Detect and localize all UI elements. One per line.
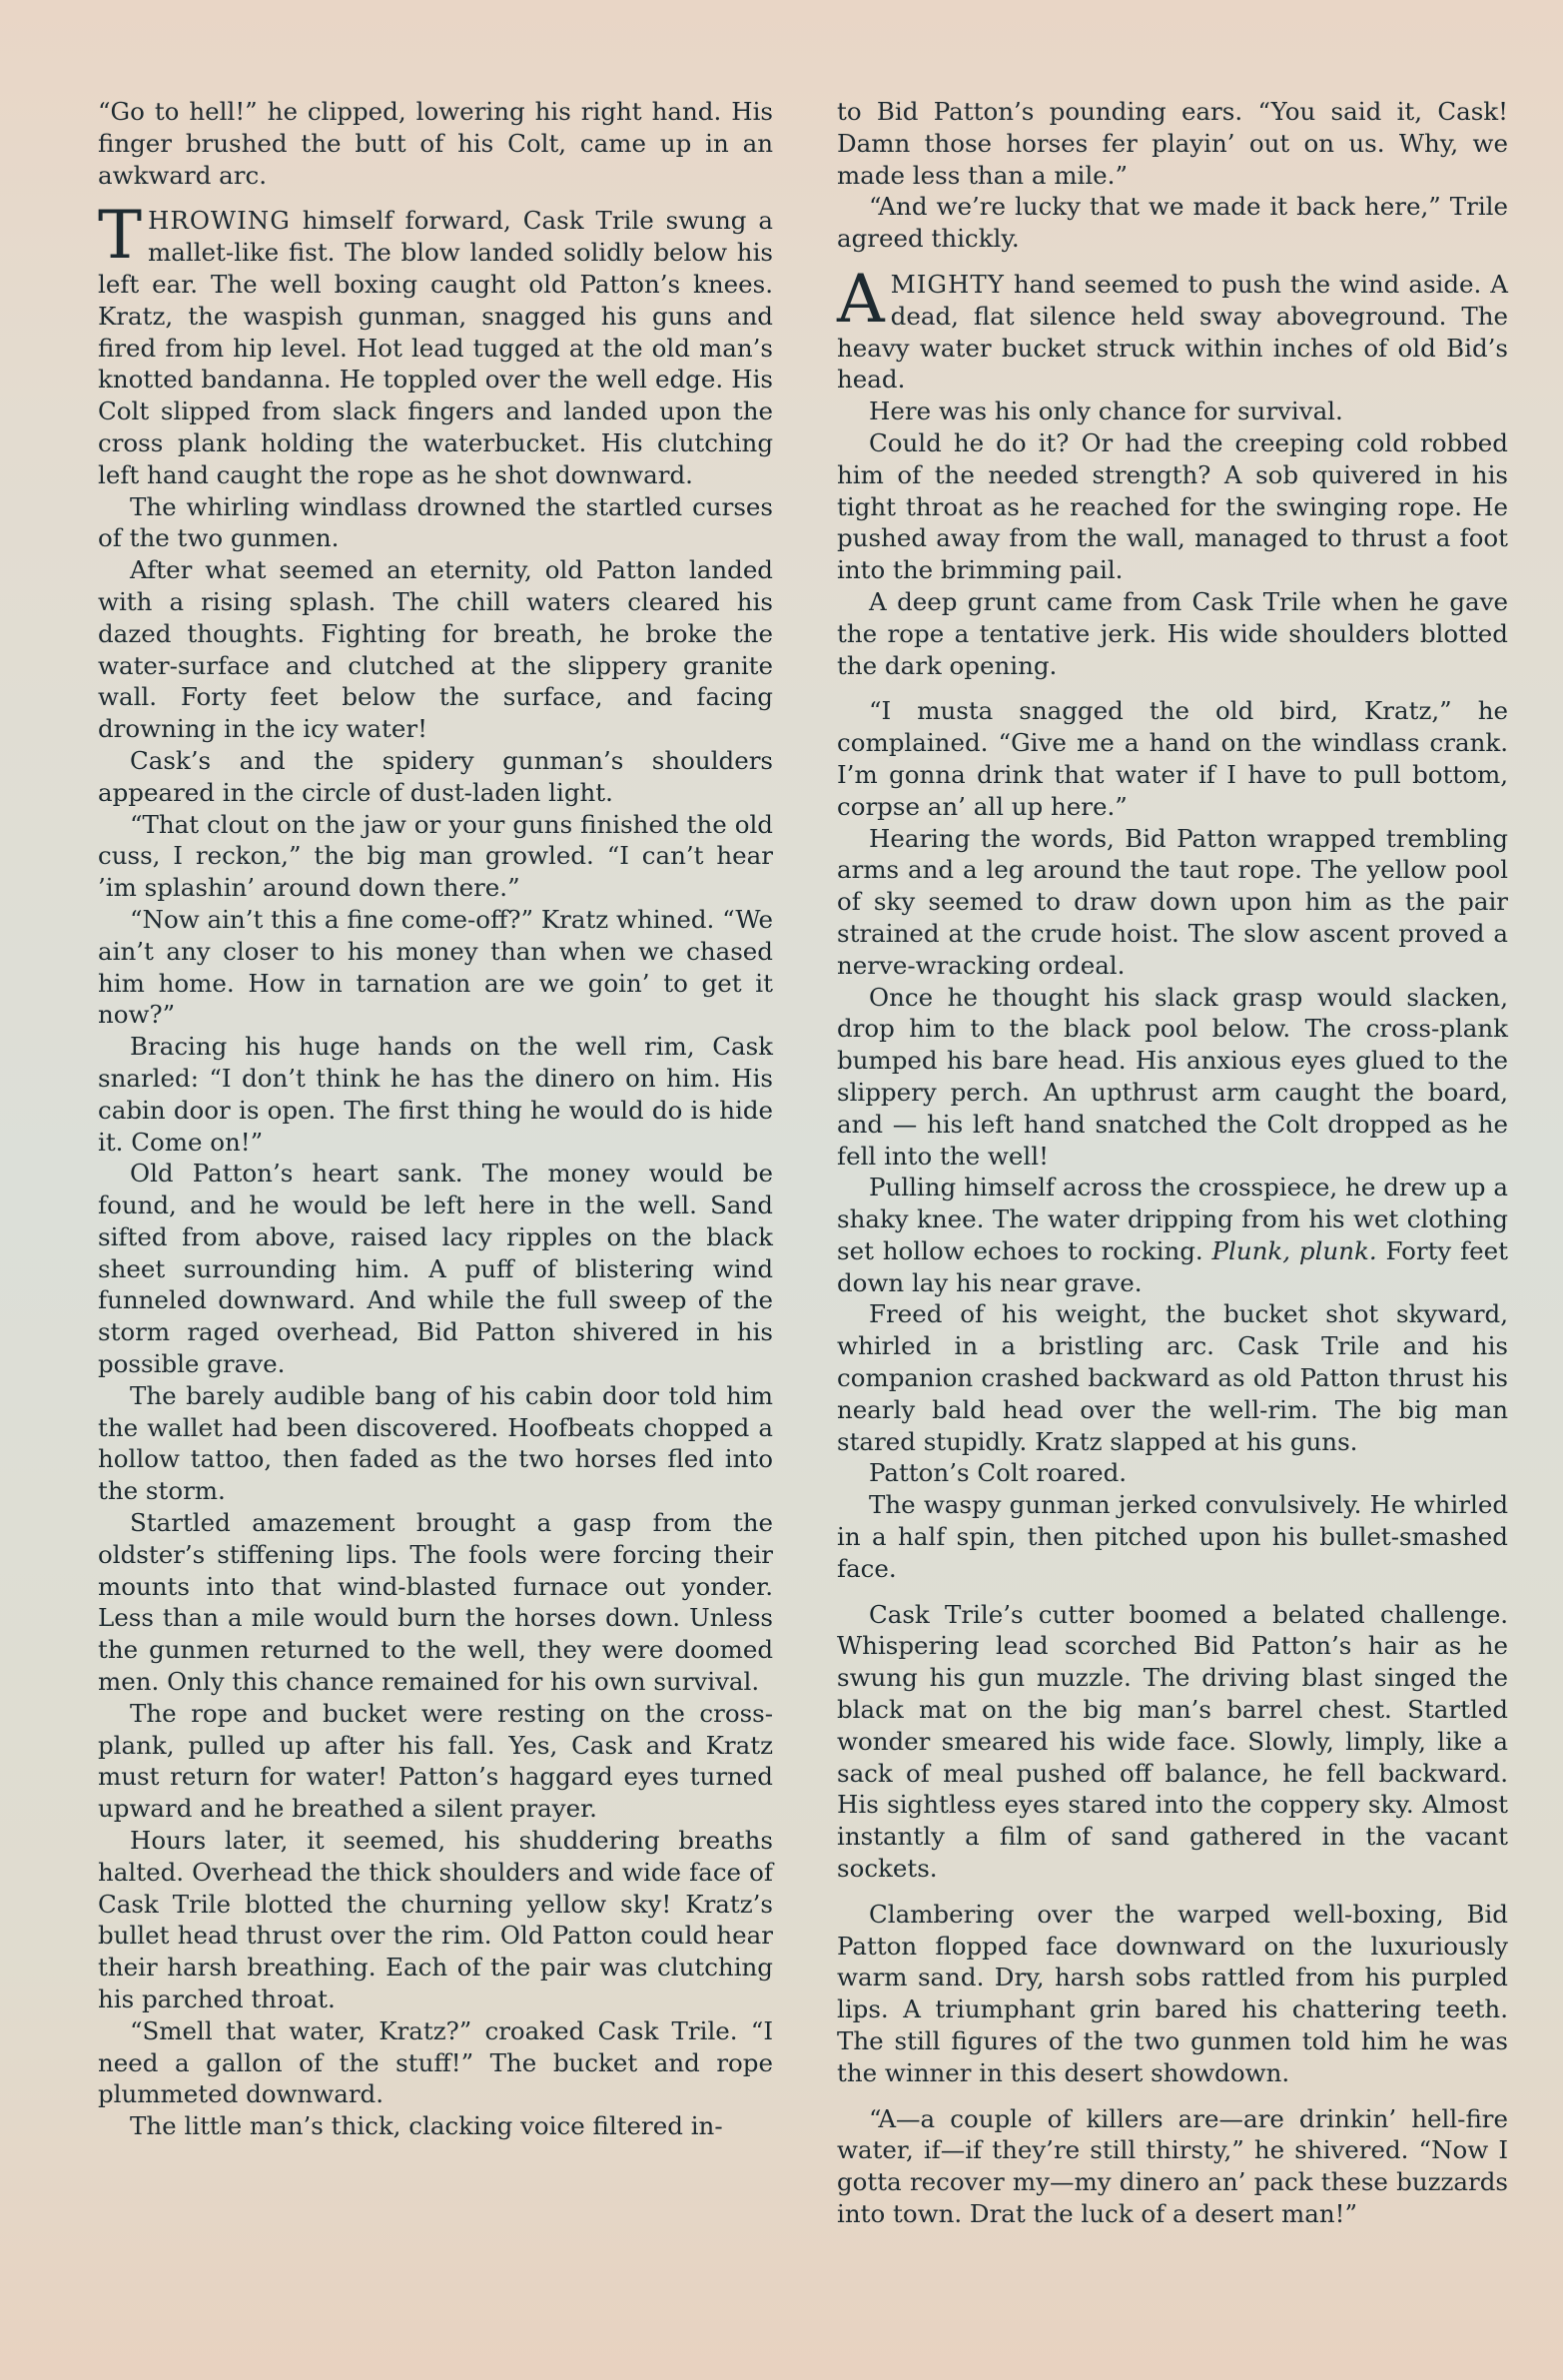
paragraph: Startled amazement brought a gasp from the oldster’s stiffening lips. The fools were forcing their mounts into that wind-blasted furnace out yonder. Less than a mile would burn the horses down. Unless the gunmen returned to the well, they were doomed men. Only this chance remained for his own survival. (98, 1508, 773, 1697)
paragraph: to Bid Patton’s pounding ears. “You said it, Cask! Damn those horses fer playin’ out on us. Why, we made less than a mile.” (837, 97, 1508, 190)
paragraph: The waspy gunman jerked convulsively. He whirled in a half spin, then pitched upon his bullet-smashed face. (837, 1490, 1508, 1583)
paragraph: “I musta snagged the old bird, Kratz,” he complained. “Give me a hand on the windlass crank. I’m gonna drink that water if I have to pull bottom, corpse an’ all up here.” (837, 696, 1508, 821)
paragraph: Hours later, it seemed, his shuddering breaths halted. Overhead the thick shoulders and wide face of Cask Trile blotted the churning yellow sky! Kratz’s bullet head thrust over the rim. Old Patton could hear their harsh breathing. Each of the pair was clutching his parched throat. (98, 1826, 773, 2014)
paragraph: “Smell that water, Kratz?” croaked Cask Trile. “I need a gallon of the stuff!” The bucket and rope plummeted downward. (98, 2015, 773, 2109)
paragraph: The rope and bucket were resting on the cross-plank, pulled up after his fall. Yes, Cask and Kratz must return for water! Patton’s haggard eyes turned upward and he breathed a silent prayer. (98, 1698, 773, 1824)
dropcap-paragraph (837, 260, 1508, 396)
paragraph: Could he do it? Or had the creeping cold robbed him of the needed strength? A sob quivered in his tight throat as he reached for the swinging rope. He pushed away from the wall, managed to thrust a foot into the brimming pail. (837, 427, 1508, 585)
paragraph: The barely audible bang of his cabin door told him the wallet had been discovered. Hoofbeats chopped a hollow tattoo, then faded as the two horses fled into the storm. (98, 1380, 773, 1506)
paragraph: Patton’s Colt roared. (869, 1458, 1128, 1488)
paragraph: Cask Trile’s cutter boomed a belated challenge. Whispering lead scorched Bid Patton’s hair as he swung his gun muzzle. The driving blast singed the black mat on the big man’s barrel chest. Startled wonder smeared his wide face. Slowly, limply, like a sack of meal pushed off balance, he fell backward. His sightless eyes stared into the coppery sky. Almost instantly a film of sand gathered in the vacant sockets. (837, 1599, 1508, 1884)
paragraph: “That clout on the jaw or your guns finished the old cuss, I reckon,” the big man growled. “I can’t hear ’im splashin’ around down there.” (98, 809, 773, 903)
paragraph: “Now ain’t this a fine come-off?” Kratz whined. “We ain’t any closer to his money than when we chased him home. How in tarnation are we goin’ to get it now?” (98, 904, 773, 1030)
paragraph: Here was his only chance for survival. (869, 397, 1343, 426)
paragraph: Clambering over the warped well-boxing, Bid Patton flopped face downward on the luxuriously warm sand. Dry, harsh sobs rattled from his purpled lips. A triumphant grin bared his chattering teeth. The still figures of the two gunmen told him he was the winner in this desert showdown. (837, 1899, 1508, 2087)
paragraph: Old Patton’s heart sank. The money would be found, and he would be left here in the well. Sand sifted from above, raised lacy ripples on the black sheet surrounding him. A puff of blistering wind funneled downward. And while the full sweep of the storm raged overhead, Bid Patton shivered in his possible grave. (98, 1159, 773, 1379)
paragraph-text: hand seemed to push the wind aside. A dead, flat silence held sway aboveground. The heavy water bucket struck within inches of old Bid’s head. (837, 269, 1508, 395)
paragraph: “And we’re lucky that we made it back here,” Trile agreed thickly. (837, 192, 1508, 254)
lead-in: HROWING (148, 206, 291, 236)
paragraph-text: Forty feet down lay his near grave. (837, 1235, 1508, 1297)
paragraph: Once he thought his slack grasp would slacken, drop him to the black pool below. The cross-plank bumped his bare head. His anxious eyes glued to the slippery perch. An upthrust arm caught the board, and — his left hand snatched the Colt dropped as he fell into the well! (837, 982, 1508, 1171)
paragraph: A deep grunt came from Cask Trile when he gave the rope a tentative jerk. His wide shoulders blotted the dark opening. (837, 586, 1508, 680)
paragraph: The whirling windlass drowned the startled curses of the two gunmen. (98, 491, 773, 553)
left-column (98, 96, 773, 2142)
paragraph: Cask’s and the spidery gunman’s shoulders appeared in the circle of dust-laden light. (98, 745, 773, 807)
right-column (837, 96, 1508, 2230)
paragraph: “Go to hell!” he clipped, lowering his right hand. His finger brushed the butt of his Colt, came up in an awkward arc. (98, 97, 773, 190)
drop-cap: T (98, 197, 143, 275)
paragraph: After what seemed an eternity, old Patton landed with a rising splash. The chill waters cleared his dazed thoughts. Fighting for breath, he broke the water-surface and clutched at the slippery granite wall. Forty feet below the surface, and facing drowning in the icy water! (98, 555, 773, 744)
paragraph: Bracing his huge hands on the well rim, Cask snarled: “I don’t think he has the dinero on him. His cabin door is open. The first thing he would do is hide it. Come on!” (98, 1032, 773, 1157)
paragraph (837, 1172, 1508, 1298)
italic-text: Plunk, plunk. (1211, 1235, 1377, 1265)
paragraph: Hearing the words, Bid Patton wrapped trembling arms and a leg around the taut rope. The yellow pool of sky seemed to draw down upon him as the pair strained at the crude hoist. The slow ascent proved a nerve-wracking ordeal. (837, 823, 1508, 980)
dropcap-paragraph (98, 197, 773, 490)
paragraph: The little man’s thick, clacking voice filtered in- (130, 2111, 723, 2141)
paragraph: Freed of his weight, the bucket shot skyward, whirled in a bristling arc. Cask Trile and his companion crashed backward as old Patton thrust his nearly bald head over the well-rim. The big man stared stupidly. Kratz slapped at his guns. (837, 1299, 1508, 1456)
paragraph: “A—a couple of killers are—are drinkin’ hell-fire water, if—if they’re still thirsty,” he shivered. “Now I gotta recover my—my dinero an’ pack these buzzards into town. Drat the luck of a desert man!” (837, 2103, 1508, 2228)
drop-cap: A (837, 260, 885, 338)
paragraph-text: himself forward, Cask Trile swung a mallet-like fist. The blow landed solidly below his left ear. The well boxing caught old Patton’s knees. Kratz, the waspish gunman, snagged his guns and fired from hip level. Hot lead tugged at the old man’s knotted bandanna. He toppled over the well edge. His Colt slipped from slack fingers and landed upon the cross plank holding the waterbucket. His clutching left hand caught the rope as he shot downward. (98, 206, 773, 489)
paragraph-text: Pulling himself across the crosspiece, he drew up a shaky knee. The water dripping from his wet clothing set hollow echoes to rocking. (837, 1173, 1508, 1265)
lead-in: MIGHTY (890, 269, 1005, 299)
